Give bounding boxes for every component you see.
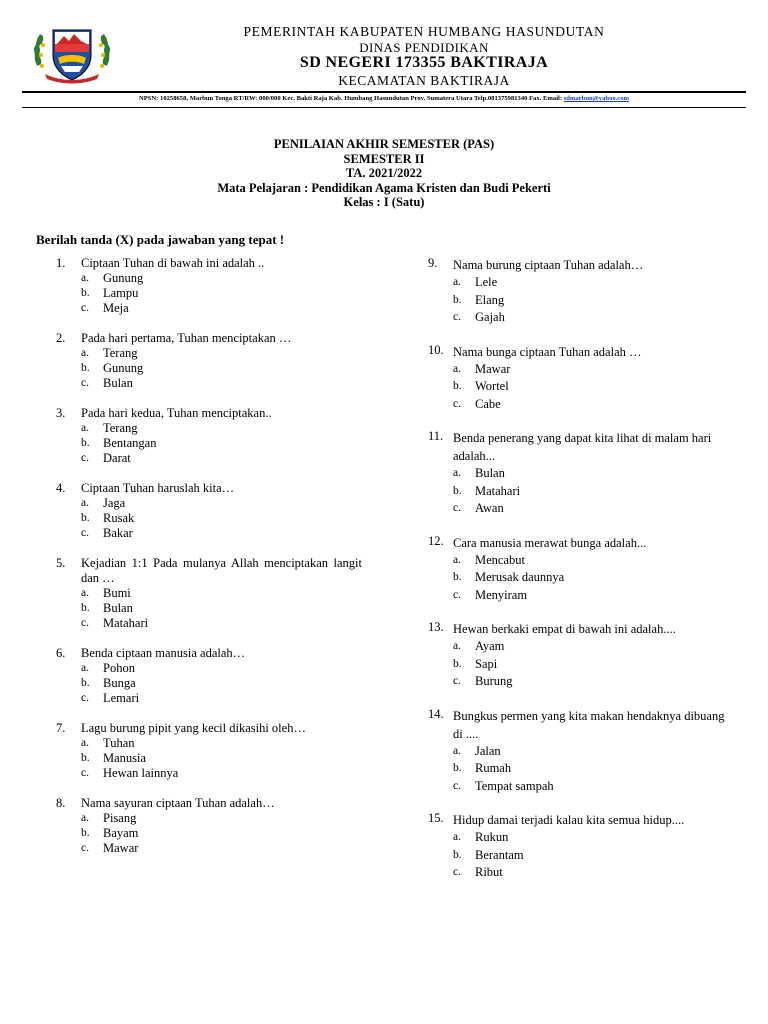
option-text: Bentangan [103, 436, 157, 450]
option-letter: a. [81, 272, 89, 284]
question-text: Pada hari pertama, Tuhan menciptakan … [81, 331, 292, 345]
letterhead [0, 0, 768, 112]
option-letter: c. [453, 675, 461, 687]
option-letter: a. [453, 276, 461, 288]
answer-option[interactable] [81, 301, 362, 316]
option-letter: c. [453, 588, 461, 601]
answer-option[interactable] [81, 376, 362, 391]
option-text: Cabe [475, 396, 501, 411]
option-text: Burung [475, 674, 513, 688]
answer-option[interactable] [453, 274, 734, 292]
option-letter: a. [453, 831, 461, 843]
option-letter: b. [453, 484, 462, 497]
exam-subject: Mata Pelajaran : Pendidikan Agama Kristen dan Budi Pekerti [217, 180, 551, 195]
question-item [428, 256, 734, 327]
option-letter: b. [453, 380, 462, 392]
question-item [56, 331, 362, 391]
option-letter: a. [81, 422, 89, 434]
question-number: 8. [56, 796, 66, 810]
option-letter: a. [81, 497, 89, 509]
option-letter: a. [453, 362, 461, 375]
answer-option[interactable] [453, 673, 734, 691]
answer-option[interactable] [81, 346, 362, 361]
answer-option[interactable] [81, 271, 362, 286]
school-address [22, 95, 746, 102]
question-item [428, 707, 734, 796]
email-link[interactable]: sdmarbun@yahoo.com [563, 95, 630, 102]
option-text: Rusak [103, 511, 135, 525]
option-text: Gunung [103, 361, 144, 375]
option-text: Matahari [475, 483, 521, 498]
answer-option[interactable] [453, 760, 734, 778]
exam-year: TA. 2021/2022 [345, 166, 423, 180]
question-number: 1. [56, 256, 66, 270]
answer-option[interactable] [81, 496, 362, 511]
option-letter: a. [453, 553, 461, 566]
option-letter: b. [81, 512, 90, 524]
option-text: Jaga [103, 496, 126, 510]
question-text: Hewan berkaki empat di bawah ini adalah.... [453, 622, 676, 636]
option-letter: c. [81, 377, 89, 389]
option-letter: c. [453, 779, 461, 792]
question-item [428, 811, 734, 882]
question-text: Benda penerang yang dapat kita lihat di malam hari adalah... [453, 431, 712, 463]
answer-option[interactable] [81, 661, 362, 676]
option-text: Mencabut [475, 552, 525, 567]
district-name: KECAMATAN BAKTIRAJA [338, 73, 510, 88]
answer-option[interactable] [453, 778, 734, 796]
question-number: 13. [428, 620, 444, 634]
question-text: Ciptaan Tuhan haruslah kita… [81, 481, 235, 495]
answer-option[interactable] [81, 826, 362, 841]
question-text: Kejadian 1:1 Pada mulanya Allah menciptakan langit dan … [81, 556, 362, 585]
option-letter: c. [453, 397, 461, 410]
question-item [428, 429, 734, 518]
option-letter: b. [453, 657, 462, 670]
answer-option[interactable] [453, 552, 734, 570]
answer-option[interactable] [453, 569, 734, 587]
option-text: Meja [103, 301, 129, 315]
option-letter: a. [81, 587, 89, 599]
answer-option[interactable] [81, 286, 362, 301]
exam-grade: Kelas : I (Satu) [343, 195, 425, 209]
option-letter: a. [453, 640, 461, 652]
option-text: Berantam [475, 847, 524, 862]
option-text: Terang [103, 346, 138, 360]
question-text: Lagu burung pipit yang kecil dikasihi oleh… [81, 721, 306, 735]
option-text: Matahari [103, 616, 149, 630]
option-text: Terang [103, 421, 138, 435]
option-letter: b. [81, 677, 90, 689]
question-number: 11. [428, 429, 444, 443]
question-text: Nama bunga ciptaan Tuhan adalah … [453, 344, 642, 359]
option-text: Bulan [103, 601, 133, 615]
question-number: 2. [56, 331, 66, 345]
question-item [56, 481, 362, 541]
option-letter: c. [81, 302, 89, 314]
option-letter: b. [81, 287, 90, 299]
answer-option[interactable] [81, 736, 362, 751]
option-letter: c. [453, 502, 461, 514]
option-letter: c. [453, 866, 461, 878]
option-letter: b. [453, 571, 462, 583]
option-text: Jalan [475, 743, 501, 758]
option-text: Bakar [103, 526, 133, 540]
option-letter: c. [81, 842, 89, 854]
answer-option[interactable] [453, 743, 734, 761]
question-text: Nama burung ciptaan Tuhan adalah… [453, 258, 644, 272]
answer-option[interactable] [81, 601, 362, 616]
option-text: Pohon [103, 661, 135, 675]
question-item [56, 646, 362, 706]
option-text: Ayam [475, 639, 505, 653]
option-letter: a. [453, 744, 461, 757]
question-text: Cara manusia merawat bunga adalah... [453, 535, 647, 550]
answer-option[interactable] [81, 526, 362, 541]
exam-semester: SEMESTER II [343, 151, 425, 166]
department-name: DINAS PENDIDIKAN [359, 40, 489, 55]
option-letter: a. [81, 812, 89, 824]
answer-option[interactable] [453, 396, 734, 414]
question-number: 10. [428, 342, 444, 357]
option-text: Pisang [103, 811, 137, 825]
question-text: Pada hari kedua, Tuhan menciptakan.. [81, 406, 272, 420]
option-text: Bulan [103, 376, 133, 390]
answer-option[interactable] [81, 436, 362, 451]
answer-option[interactable] [453, 465, 734, 483]
answer-option[interactable] [81, 451, 362, 466]
answer-option[interactable] [81, 841, 362, 856]
question-item [428, 534, 734, 605]
question-item [56, 796, 362, 856]
question-number: 12. [428, 533, 444, 548]
option-letter: a. [81, 737, 89, 749]
option-letter: a. [81, 662, 89, 674]
answer-option[interactable] [453, 656, 734, 674]
question-number: 3. [56, 406, 66, 420]
option-text: Bayam [103, 826, 139, 840]
question-text: Benda ciptaan manusia adalah… [81, 646, 246, 660]
option-text: Rumah [475, 761, 512, 775]
option-text: Hewan lainnya [103, 766, 179, 780]
option-letter: c. [453, 311, 461, 323]
questions-right-column [428, 256, 734, 898]
option-letter: b. [453, 762, 462, 774]
exam-title: PENILAIAN AKHIR SEMESTER (PAS) [273, 137, 495, 151]
option-letter: c. [81, 617, 89, 629]
option-letter: b. [81, 752, 90, 764]
answer-option[interactable] [453, 292, 734, 310]
option-letter: c. [81, 767, 89, 779]
option-text: Lemari [103, 691, 140, 705]
government-name: PEMERINTAH KABUPATEN HUMBANG HASUNDUTAN [243, 24, 605, 39]
question-item [428, 620, 734, 691]
question-item [56, 556, 362, 631]
answer-option[interactable] [81, 811, 362, 826]
option-text: Sapi [475, 656, 498, 671]
option-text: Darat [103, 451, 131, 465]
question-number: 4. [56, 481, 66, 495]
option-letter: b. [81, 437, 90, 449]
option-text: Merusak daunnya [475, 570, 565, 584]
option-text: Lampu [103, 286, 139, 300]
option-letter: c. [81, 452, 89, 464]
answer-option[interactable] [453, 829, 734, 847]
question-text: Hidup damai terjadi kalau kita semua hidup.... [453, 813, 685, 827]
answer-option[interactable] [453, 500, 734, 518]
option-text: Rukun [475, 830, 509, 844]
answer-option[interactable] [81, 361, 362, 376]
answer-option[interactable] [453, 361, 734, 379]
option-text: Mawar [475, 361, 511, 376]
question-item [56, 406, 362, 466]
option-text: Tempat sampah [475, 778, 554, 793]
option-text: Mawar [103, 841, 139, 855]
option-letter: b. [453, 848, 462, 861]
option-text: Menyiram [475, 587, 528, 602]
school-name: SD NEGERI 173355 BAKTIRAJA [299, 54, 549, 71]
address-text: NPSN: 10258658, Marbun Tonga RT/RW: 000/000 Kec. Bakti Raja Kab. Humbang Hasundutan Prov. Sumatera Utara Telp.081375981340 Fax. Email: [138, 95, 563, 102]
letterhead-divider-thin [22, 107, 746, 108]
answer-option[interactable] [81, 766, 362, 781]
option-text: Tuhan [103, 736, 135, 750]
question-number: 15. [428, 811, 444, 825]
question-item [56, 721, 362, 781]
answer-option[interactable] [81, 586, 362, 601]
question-item [56, 256, 362, 316]
option-letter: a. [453, 467, 461, 479]
question-number: 14. [428, 706, 444, 721]
option-letter: b. [81, 362, 90, 374]
option-text: Gunung [103, 271, 144, 285]
answer-option[interactable] [81, 421, 362, 436]
question-item [428, 343, 734, 414]
option-text: Awan [475, 501, 504, 515]
answer-option[interactable] [453, 864, 734, 882]
question-text: Bungkus permen yang kita makan hendaknya dibuang di .... [453, 708, 725, 741]
answer-option[interactable] [453, 309, 734, 327]
answer-option[interactable] [453, 587, 734, 605]
option-text: Bunga [103, 676, 136, 690]
option-text: Ribut [475, 865, 503, 879]
instruction: Berilah tanda (X) pada jawaban yang tepat ! [36, 232, 285, 247]
option-text: Lele [475, 275, 498, 289]
option-letter: b. [81, 827, 90, 839]
question-number: 6. [56, 646, 66, 660]
exam-header [0, 137, 768, 210]
option-letter: c. [81, 692, 89, 704]
answer-option[interactable] [81, 511, 362, 526]
letterhead-divider [22, 91, 746, 93]
option-letter: c. [81, 527, 89, 539]
option-letter: a. [81, 347, 89, 359]
question-number: 5. [56, 556, 66, 570]
option-letter: b. [453, 293, 462, 306]
option-letter: b. [81, 602, 90, 614]
option-text: Manusia [103, 751, 147, 765]
answer-option[interactable] [453, 638, 734, 656]
question-number: 9. [428, 256, 438, 270]
option-text: Gajah [475, 310, 505, 324]
option-text: Wortel [475, 379, 509, 393]
question-text: Ciptaan Tuhan di bawah ini adalah .. [81, 256, 265, 270]
answer-option[interactable] [453, 483, 734, 501]
question-number: 7. [56, 721, 66, 735]
option-text: Bulan [475, 466, 505, 480]
answer-option[interactable] [453, 847, 734, 865]
questions-left-column [56, 256, 362, 871]
answer-option[interactable] [81, 691, 362, 706]
option-text: Elang [475, 292, 505, 307]
answer-option[interactable] [81, 751, 362, 766]
option-text: Bumi [103, 586, 131, 600]
question-text: Nama sayuran ciptaan Tuhan adalah… [81, 796, 275, 810]
answer-option[interactable] [81, 616, 362, 631]
answer-option[interactable] [453, 378, 734, 396]
answer-option[interactable] [81, 676, 362, 691]
